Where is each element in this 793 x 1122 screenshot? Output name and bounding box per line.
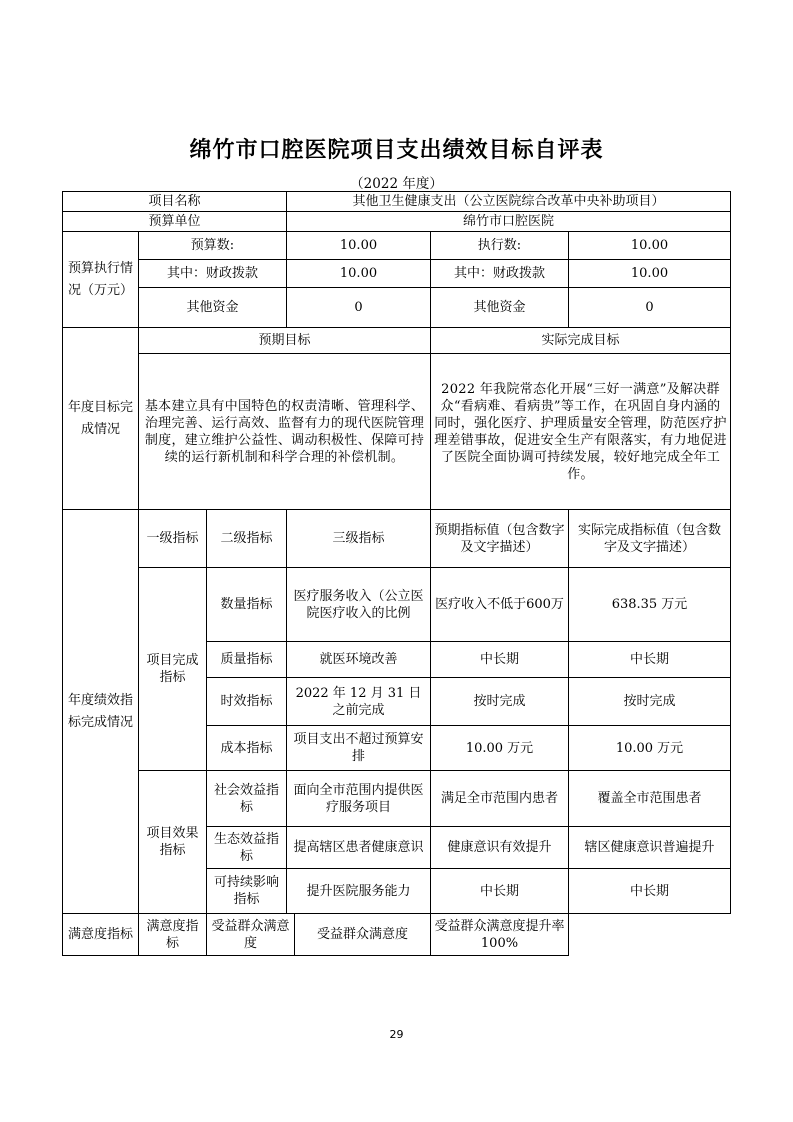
row-level3: 项目支出不超过预算安排 [287, 726, 431, 771]
header-level2: 二级指标 [207, 510, 287, 568]
row-level3: 2022 年 12 月 31 日之前完成 [287, 678, 431, 726]
budget-amount-value: 10.00 [287, 232, 431, 260]
group-project-completion: 项目完成指标 [139, 568, 207, 771]
document-title: 绵竹市口腔医院项目支出绩效目标自评表 [189, 138, 604, 163]
row-level2: 成本指标 [207, 726, 287, 771]
row-actual: 辖区健康意识普遍提升 [569, 827, 731, 869]
row-level3: 提高辖区患者健康意识 [287, 827, 431, 869]
row-expected: 受益群众满意度 [295, 914, 431, 956]
performance-table [62, 191, 731, 956]
row-actual: 中长期 [569, 869, 731, 914]
row-expected: 医疗收入不低于600万 [431, 568, 569, 642]
document-subtitle: （2022 年度） [350, 176, 443, 192]
group-project-effect: 项目效果指标 [139, 771, 207, 914]
fiscal-exec-value: 10.00 [569, 260, 731, 288]
exec-amount-value: 10.00 [569, 232, 731, 260]
row-level3: 就医环境改善 [287, 642, 431, 678]
project-name-value: 其他卫生健康支出（公立医院综合改革中央补助项目） [287, 192, 731, 212]
budget-unit-row [63, 212, 731, 232]
fiscal-exec-label: 其中：财政拨款 [431, 260, 569, 288]
row-actual: 10.00 万元 [569, 726, 731, 771]
row-level2: 数量指标 [207, 568, 287, 642]
other-funds-exec-value: 0 [569, 288, 731, 328]
row-expected: 中长期 [431, 869, 569, 914]
other-funds-row [63, 288, 731, 328]
row-actual: 受益群众满意度提升率 100% [431, 914, 569, 956]
row-level2: 满意度指标 [139, 914, 207, 956]
row-level2: 时效指标 [207, 678, 287, 726]
table-row [63, 568, 731, 642]
fiscal-row [63, 260, 731, 288]
indicators-section-label: 年度绩效指标完成情况 [63, 510, 139, 914]
row-actual: 覆盖全市范围患者 [569, 771, 731, 827]
row-level2: 社会效益指标 [207, 771, 287, 827]
row-expected: 健康意识有效提升 [431, 827, 569, 869]
row-expected: 按时完成 [431, 678, 569, 726]
indicator-header-row [63, 510, 731, 568]
row-level2: 可持续影响指标 [207, 869, 287, 914]
group-satisfaction: 满意度指标 [63, 914, 139, 956]
other-funds-exec-label: 其他资金 [431, 288, 569, 328]
table-row [63, 914, 731, 956]
expected-goal-header: 预期目标 [139, 328, 431, 354]
row-expected: 10.00 万元 [431, 726, 569, 771]
row-expected: 中长期 [431, 642, 569, 678]
page-number: 29 [389, 1028, 404, 1041]
header-actual: 实际完成指标值（包含数字及文字描述） [569, 510, 731, 568]
budget-unit-label: 预算单位 [63, 212, 287, 232]
goals-body-row [63, 354, 731, 510]
budget-amount-label: 预算数: [139, 232, 287, 260]
row-level3: 医疗服务收入（公立医院医疗收入的比例 [287, 568, 431, 642]
goals-section-label: 年度目标完成情况 [63, 328, 139, 510]
budget-section-label: 预算执行情况（万元） [63, 232, 139, 328]
table-row [63, 771, 731, 827]
other-funds-label: 其他资金 [139, 288, 287, 328]
goals-header-row [63, 328, 731, 354]
project-name-label: 项目名称 [63, 192, 287, 212]
project-name-row [63, 192, 731, 212]
actual-goal-text: 2022 年我院常态化开展“三好一满意”及解决群众“看病难、看病贵”等工作，在巩固自身内涵的同时，强化医疗、护理质量安全管理，防范医疗护理差错事故，促进安全生产有限落实，有力地促进了医院全面协调可持续发展，较好地完成全年工作。 [431, 354, 731, 510]
fiscal-label: 其中：财政拨款 [139, 260, 287, 288]
row-level2: 生态效益指标 [207, 827, 287, 869]
header-expected: 预期指标值（包含数字及文字描述） [431, 510, 569, 568]
exec-amount-label: 执行数: [431, 232, 569, 260]
header-level1: 一级指标 [139, 510, 207, 568]
row-actual: 按时完成 [569, 678, 731, 726]
row-level3: 面向全市范围内提供医疗服务项目 [287, 771, 431, 827]
fiscal-value: 10.00 [287, 260, 431, 288]
budget-unit-value: 绵竹市口腔医院 [287, 212, 731, 232]
row-actual: 中长期 [569, 642, 731, 678]
row-level2: 质量指标 [207, 642, 287, 678]
row-level3: 提升医院服务能力 [287, 869, 431, 914]
actual-goal-header: 实际完成目标 [431, 328, 731, 354]
budget-row [63, 232, 731, 260]
other-funds-value: 0 [287, 288, 431, 328]
row-level3: 受益群众满意度 [207, 914, 295, 956]
expected-goal-text: 基本建立具有中国特色的权责清晰、管理科学、治理完善、运行高效、监督有力的现代医院管理制度，建立维护公益性、调动积极性、保障可持续的运行新机制和科学合理的补偿机制。 [139, 354, 431, 510]
row-actual: 638.35 万元 [569, 568, 731, 642]
row-expected: 满足全市范围内患者 [431, 771, 569, 827]
header-level3: 三级指标 [287, 510, 431, 568]
